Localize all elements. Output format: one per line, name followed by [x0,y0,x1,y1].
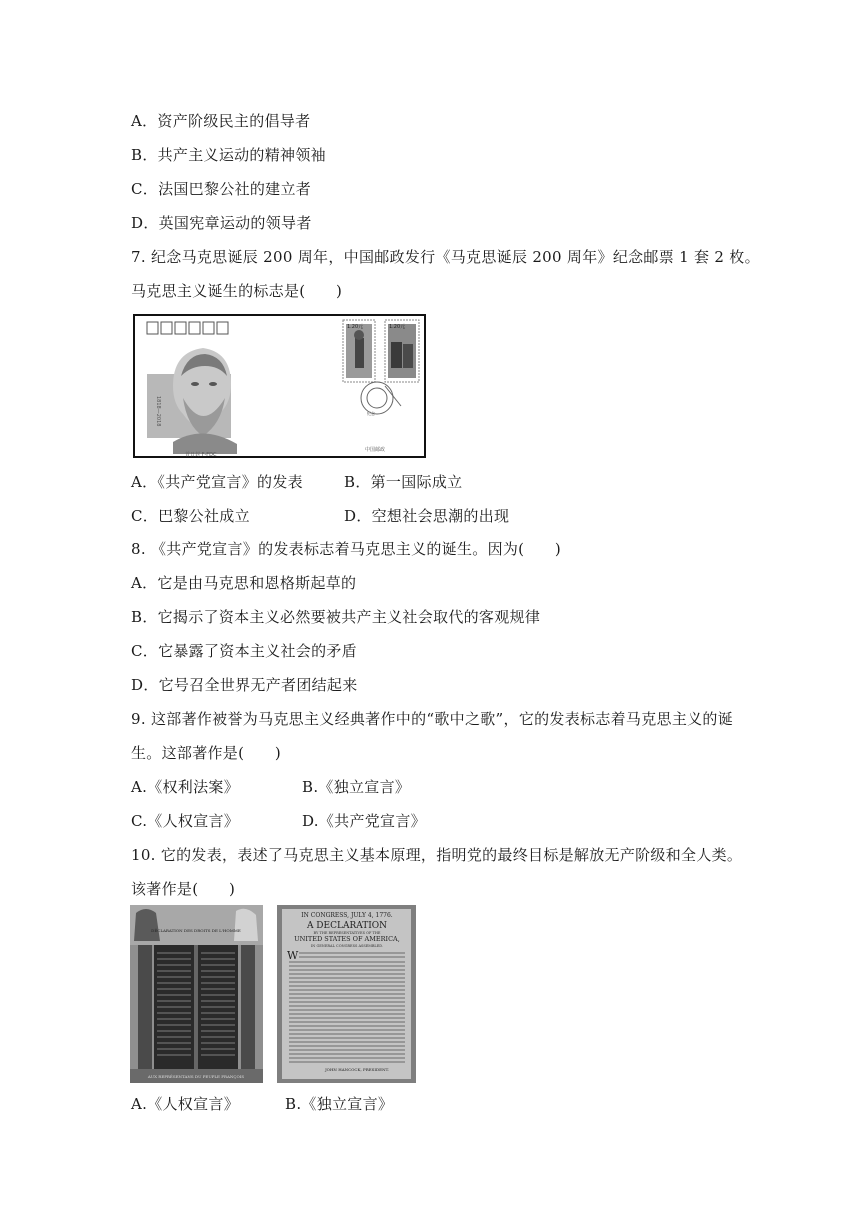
q9-option-b: B.《独立宣言》 [302,778,411,796]
publisher-label: 中国邮政 [365,447,386,453]
rights-heading-text: DÉCLARATION DES DROITS DE L'HOMME [151,928,241,933]
q6-option-b: B．共产主义运动的精神领袖 [131,146,326,164]
united-states-text: UNITED STATES OF AMERICA, [294,935,400,943]
stamp-1-value: 1.20元 [347,324,364,330]
assembled-text: IN GENERAL CONGRESS ASSEMBLED. [310,944,384,948]
q7-option-d: D．空想社会思潮的出现 [344,507,510,525]
stamp-1 [343,320,375,382]
stamp-2-value: 1.20元 [389,324,406,330]
q8-option-b: B．它揭示了资本主义必然要被共产主义社会取代的客观规律 [131,608,541,626]
q9-stem-line2: 生。这部著作是( ) [131,744,282,762]
q9-stem-line1: 9. 这部著作被誉为马克思主义经典著作中的“歌中之歌”，它的发表标志着马克思主义的诞 [131,710,734,728]
rights-footer-text: AUX REPRÉSENTANS DU PEUPLE FRANÇOIS [147,1074,245,1079]
q8-stem: 8. 《共产党宣言》的发表标志着马克思主义的诞生。因为( ) [131,540,562,558]
congress-heading-text: IN CONGRESS, JULY 4, 1776. [301,912,393,919]
q10-declaration-of-independence-image [277,905,416,1083]
q7-option-a: A．《共产党宣言》的发表 [131,473,303,491]
fdc-label: 首日封 F-FDC [185,452,217,458]
q10-option-b: B.《独立宣言》 [285,1095,394,1113]
q10-declaration-rights-of-man-image [130,905,263,1083]
q8-option-c: C．它暴露了资本主义社会的矛盾 [131,642,357,660]
q7-option-b: B．第一国际成立 [344,473,463,491]
q10-stem-line2: 该著作是( ) [131,880,236,898]
postmark-caption: 纪念 [367,411,375,416]
q9-option-c: C.《人权宣言》 [131,812,240,830]
q9-option-a: A.《权利法案》 [131,778,240,796]
q10-stem-line1: 10. 它的发表，表述了马克思主义基本原理，指明党的最终目标是解放无产阶级和全人类。 [131,846,743,864]
q9-option-d: D.《共产党宣言》 [302,812,426,830]
declaration-title-text: A DECLARATION [306,921,388,931]
q8-option-a: A．它是由马克思和恩格斯起草的 [131,574,357,592]
q6-option-a: A．资产阶级民主的倡导者 [131,112,311,130]
q6-option-c: C．法国巴黎公社的建立者 [131,180,312,198]
q7-stem-line2: 马克思主义诞生的标志是( ) [131,282,343,300]
q8-option-d: D．它号召全世界无产者团结起来 [131,676,358,694]
representatives-text: BY THE REPRESENTATIVES OF THE [313,931,381,935]
cover-dates-text: 1818—2018 [155,396,161,427]
hancock-signature-text: JOHN HANCOCK, PRESIDENT. [325,1067,389,1072]
svg-text:W: W [287,949,299,962]
q10-option-a: A.《人权宣言》 [131,1095,240,1113]
stamp-2 [385,320,419,382]
q7-stem-line1: 7. 纪念马克思诞辰 200 周年，中国邮政发行《马克思诞辰 200 周年》纪念邮票 1 套 2 枚。 [131,248,760,266]
q7-option-c: C．巴黎公社成立 [131,507,250,525]
q7-first-day-cover-image [133,314,426,458]
q6-option-d: D．英国宪章运动的领导者 [131,214,312,232]
